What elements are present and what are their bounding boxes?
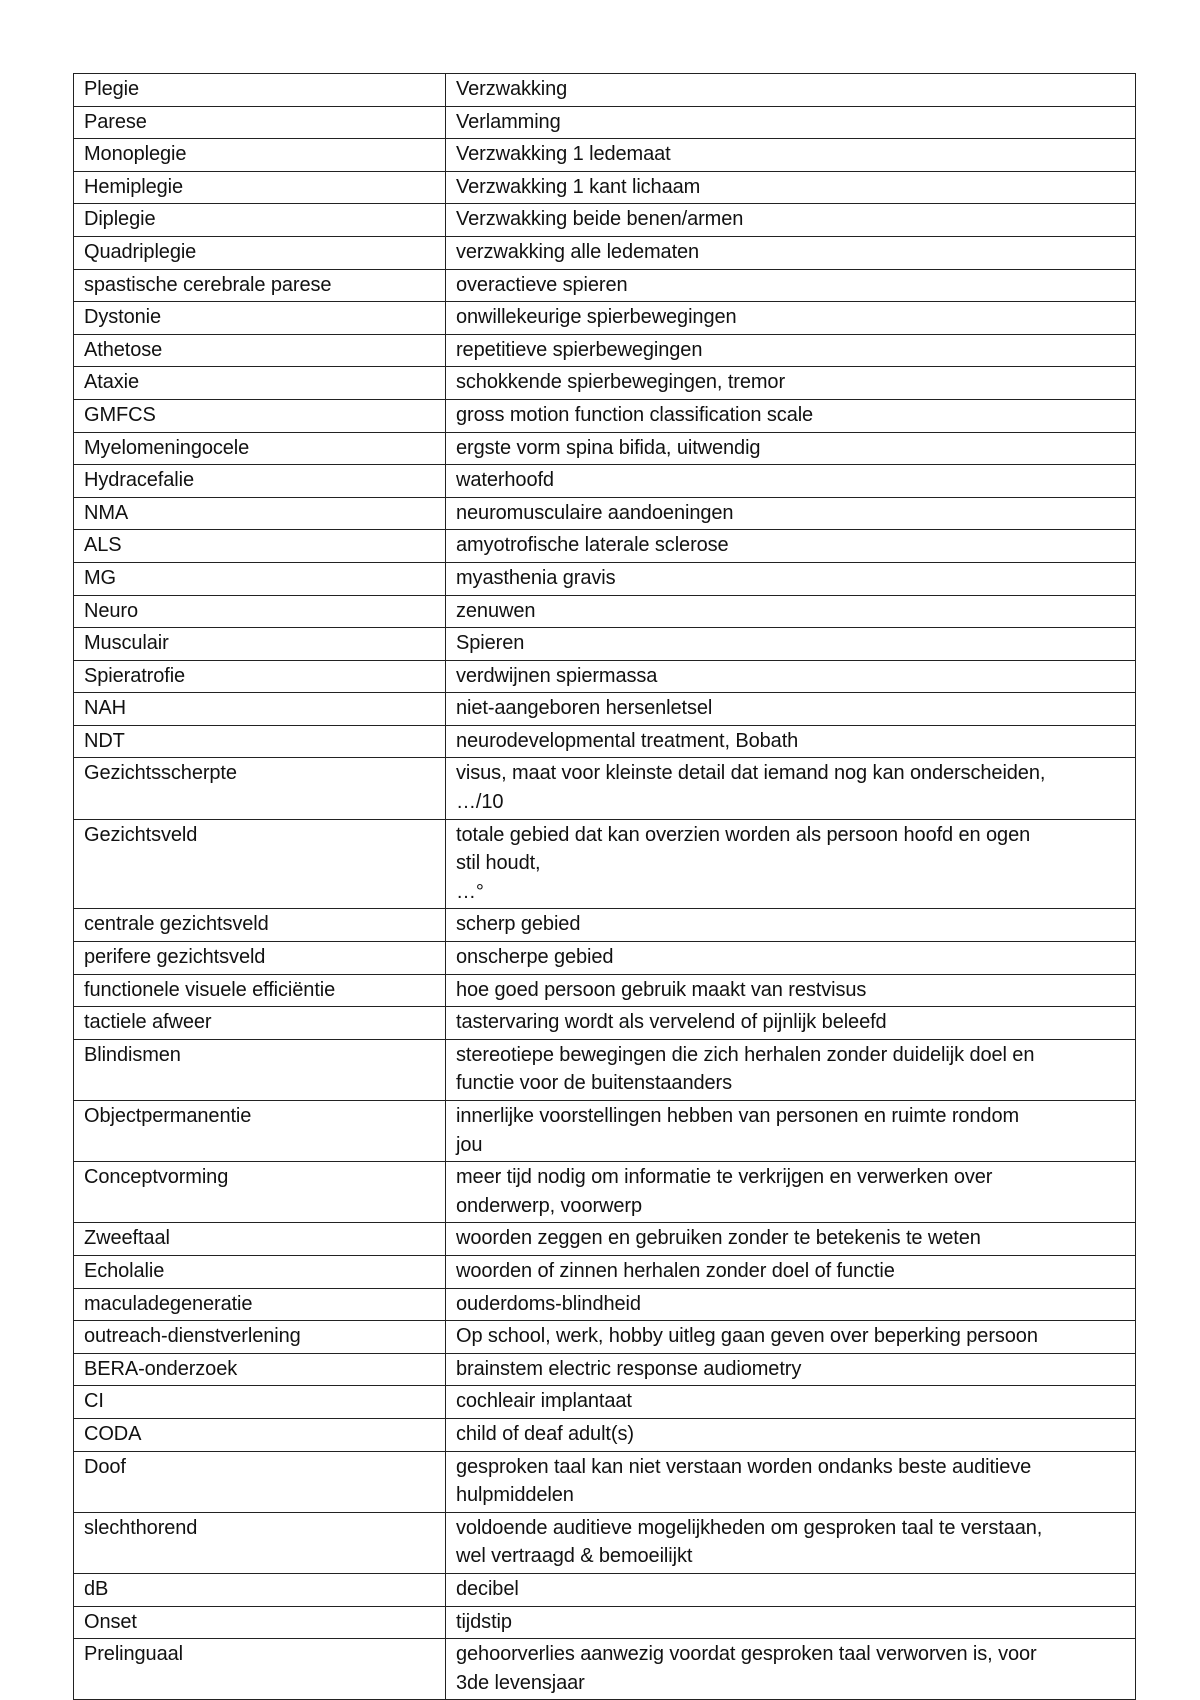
table-row [74, 367, 1136, 400]
table-row [74, 628, 1136, 661]
definition-line: …° [456, 880, 484, 903]
definition-line: Op school, werk, hobby uitleg gaan geven over beperking persoon [456, 1325, 1038, 1348]
definition-cell [446, 595, 1136, 628]
definition-line: tastervaring wordt als vervelend of pijnlijk beleefd [456, 1011, 887, 1034]
definition-line: onderwerp, voorwerp [456, 1194, 642, 1217]
glossary-table [73, 73, 1136, 1700]
table-row [74, 1418, 1136, 1451]
definition-cell [446, 334, 1136, 367]
definition-line: gesproken taal kan niet verstaan worden ondanks beste auditieve [456, 1455, 1032, 1478]
table-row [74, 819, 1136, 909]
definition-line: stil houdt, [456, 852, 541, 875]
definition-cell [446, 367, 1136, 400]
definition-line: voldoende auditieve mogelijkheden om gesproken taal te verstaan, [456, 1516, 1043, 1539]
definition-cell [446, 1101, 1136, 1162]
definition-line: Verzwakking beide benen/armen [456, 208, 744, 231]
definition-line: meer tijd nodig om informatie te verkrijgen en verwerken over [456, 1166, 993, 1189]
term-cell: Monoplegie [74, 139, 446, 172]
table-row [74, 1255, 1136, 1288]
term-cell: NDT [74, 725, 446, 758]
definition-line: onscherpe gebied [456, 946, 614, 969]
definition-cell [446, 1353, 1136, 1386]
definition-line: jou [456, 1133, 483, 1156]
table-row [74, 660, 1136, 693]
term-cell: perifere gezichtsveld [74, 942, 446, 975]
term-cell: Zweeftaal [74, 1223, 446, 1256]
table-row [74, 236, 1136, 269]
table-row [74, 1573, 1136, 1606]
definition-line: woorden zeggen en gebruiken zonder te betekenis te weten [456, 1227, 981, 1250]
term-cell: GMFCS [74, 399, 446, 432]
table-row [74, 106, 1136, 139]
term-cell: tactiele afweer [74, 1007, 446, 1040]
definition-cell [446, 1162, 1136, 1223]
definition-line: Verzwakking 1 ledemaat [456, 143, 671, 166]
table-row [74, 1162, 1136, 1223]
definition-cell [446, 1386, 1136, 1419]
definition-line: repetitieve spierbewegingen [456, 338, 703, 361]
definition-cell [446, 1007, 1136, 1040]
term-cell: dB [74, 1573, 446, 1606]
term-cell: Musculair [74, 628, 446, 661]
definition-line: 3de levensjaar [456, 1671, 585, 1694]
definition-line: Verzwakking [456, 78, 568, 100]
term-cell: Spieratrofie [74, 660, 446, 693]
definition-line: woorden of zinnen herhalen zonder doel of functie [456, 1259, 895, 1282]
definition-cell [446, 819, 1136, 909]
definition-cell [446, 269, 1136, 302]
term-cell: CI [74, 1386, 446, 1419]
definition-line: ergste vorm spina bifida, uitwendig [456, 436, 761, 459]
term-cell: Gezichtsveld [74, 819, 446, 909]
term-cell: Echolalie [74, 1255, 446, 1288]
term-cell: CODA [74, 1418, 446, 1451]
table-row [74, 1288, 1136, 1321]
definition-line: visus, maat voor kleinste detail dat iemand nog kan onderscheiden, [456, 762, 1046, 785]
definition-line: amyotrofische laterale sclerose [456, 534, 729, 557]
term-cell: spastische cerebrale parese [74, 269, 446, 302]
definition-cell [446, 1606, 1136, 1639]
table-row [74, 1353, 1136, 1386]
table-row [74, 562, 1136, 595]
term-cell: Doof [74, 1451, 446, 1512]
term-cell: Myelomeningocele [74, 432, 446, 465]
definition-line: functie voor de buitenstaanders [456, 1072, 732, 1095]
table-row [74, 909, 1136, 942]
table-row [74, 725, 1136, 758]
definition-line: Verzwakking 1 kant lichaam [456, 175, 701, 198]
definition-cell [446, 758, 1136, 819]
definition-cell [446, 974, 1136, 1007]
definition-cell [446, 693, 1136, 726]
definition-line: scherp gebied [456, 913, 581, 936]
term-cell: Plegie [74, 74, 446, 107]
term-cell: Prelinguaal [74, 1639, 446, 1700]
table-row [74, 1007, 1136, 1040]
definition-cell [446, 942, 1136, 975]
table-row [74, 1101, 1136, 1162]
term-cell: MG [74, 562, 446, 595]
glossary-table-body [74, 74, 1136, 1700]
term-cell: ALS [74, 530, 446, 563]
table-row [74, 171, 1136, 204]
table-row [74, 942, 1136, 975]
definition-cell [446, 497, 1136, 530]
table-row [74, 1639, 1136, 1700]
definition-line: neurodevelopmental treatment, Bobath [456, 729, 799, 752]
table-row [74, 1321, 1136, 1354]
definition-line: ouderdoms-blindheid [456, 1292, 641, 1315]
definition-line: stereotiepe bewegingen die zich herhalen zonder duidelijk doel en [456, 1043, 1035, 1066]
definition-line: totale gebied dat kan overzien worden als persoon hoofd en ogen [456, 823, 1031, 846]
definition-cell [446, 1418, 1136, 1451]
definition-line: decibel [456, 1577, 519, 1600]
definition-cell [446, 1223, 1136, 1256]
definition-cell [446, 660, 1136, 693]
term-cell: Blindismen [74, 1039, 446, 1100]
definition-line: schokkende spierbewegingen, tremor [456, 371, 786, 394]
table-row [74, 204, 1136, 237]
table-row [74, 334, 1136, 367]
definition-line: Spieren [456, 632, 525, 655]
term-cell: NAH [74, 693, 446, 726]
definition-line: zenuwen [456, 599, 536, 622]
term-cell: Gezichtsscherpte [74, 758, 446, 819]
term-cell: Conceptvorming [74, 1162, 446, 1223]
table-row [74, 432, 1136, 465]
definition-cell [446, 1039, 1136, 1100]
table-row [74, 269, 1136, 302]
term-cell: Hydracefalie [74, 465, 446, 498]
term-cell: slechthorend [74, 1512, 446, 1573]
table-row [74, 1606, 1136, 1639]
term-cell: Dystonie [74, 302, 446, 335]
table-row [74, 693, 1136, 726]
definition-cell [446, 171, 1136, 204]
definition-line: gehoorverlies aanwezig voordat gesproken taal verworven is, voor [456, 1643, 1037, 1666]
definition-cell [446, 399, 1136, 432]
term-cell: NMA [74, 497, 446, 530]
definition-line: verdwijnen spiermassa [456, 664, 658, 687]
definition-cell [446, 1639, 1136, 1700]
term-cell: Onset [74, 1606, 446, 1639]
definition-line: …/10 [456, 791, 504, 814]
definition-line: hoe goed persoon gebruik maakt van restvisus [456, 978, 867, 1001]
term-cell: Parese [74, 106, 446, 139]
definition-cell [446, 530, 1136, 563]
definition-cell [446, 204, 1136, 237]
table-row [74, 974, 1136, 1007]
definition-cell [446, 1288, 1136, 1321]
term-cell: centrale gezichtsveld [74, 909, 446, 942]
definition-line: gross motion function classification scale [456, 403, 814, 426]
definition-cell [446, 432, 1136, 465]
definition-line: niet-aangeboren hersenletsel [456, 697, 713, 720]
definition-line: brainstem electric response audiometry [456, 1357, 802, 1380]
definition-line: myasthenia gravis [456, 566, 616, 589]
term-cell: functionele visuele efficiëntie [74, 974, 446, 1007]
table-row [74, 1039, 1136, 1100]
definition-cell [446, 1512, 1136, 1573]
definition-line: onwillekeurige spierbewegingen [456, 306, 737, 329]
definition-line: Verlamming [456, 110, 561, 133]
definition-cell [446, 465, 1136, 498]
table-row [74, 595, 1136, 628]
definition-cell [446, 725, 1136, 758]
table-row [74, 74, 1136, 107]
definition-line: waterhoofd [456, 469, 554, 492]
definition-cell [446, 562, 1136, 595]
definition-line: cochleair implantaat [456, 1390, 632, 1413]
definition-line: child of deaf adult(s) [456, 1422, 634, 1445]
definition-cell [446, 106, 1136, 139]
definition-line: innerlijke voorstellingen hebben van personen en ruimte rondom [456, 1105, 1020, 1127]
table-row [74, 465, 1136, 498]
definition-cell [446, 1255, 1136, 1288]
term-cell: BERA-onderzoek [74, 1353, 446, 1386]
table-row [74, 399, 1136, 432]
term-cell: Athetose [74, 334, 446, 367]
table-row [74, 1451, 1136, 1512]
term-cell: Objectpermanentie [74, 1101, 446, 1162]
table-row [74, 497, 1136, 530]
definition-line: tijdstip [456, 1610, 512, 1633]
definition-line: wel vertraagd & bemoeilijkt [456, 1545, 693, 1568]
table-row [74, 1512, 1136, 1573]
term-cell: Neuro [74, 595, 446, 628]
term-cell: Diplegie [74, 204, 446, 237]
definition-cell [446, 74, 1136, 107]
definition-cell [446, 628, 1136, 661]
definition-cell [446, 909, 1136, 942]
definition-cell [446, 302, 1136, 335]
definition-cell [446, 139, 1136, 172]
term-cell: Hemiplegie [74, 171, 446, 204]
table-row [74, 139, 1136, 172]
table-row [74, 530, 1136, 563]
definition-line: hulpmiddelen [456, 1484, 574, 1507]
table-row [74, 302, 1136, 335]
table-row [74, 1223, 1136, 1256]
term-cell: outreach-dienstverlening [74, 1321, 446, 1354]
term-cell: Ataxie [74, 367, 446, 400]
definition-cell [446, 236, 1136, 269]
definition-cell [446, 1321, 1136, 1354]
definition-line: verzwakking alle ledematen [456, 240, 700, 263]
term-cell: Quadriplegie [74, 236, 446, 269]
definition-line: overactieve spieren [456, 273, 628, 296]
definition-line: neuromusculaire aandoeningen [456, 501, 734, 524]
definition-cell [446, 1451, 1136, 1512]
table-row [74, 1386, 1136, 1419]
table-row [74, 758, 1136, 819]
term-cell: maculadegeneratie [74, 1288, 446, 1321]
definition-cell [446, 1573, 1136, 1606]
